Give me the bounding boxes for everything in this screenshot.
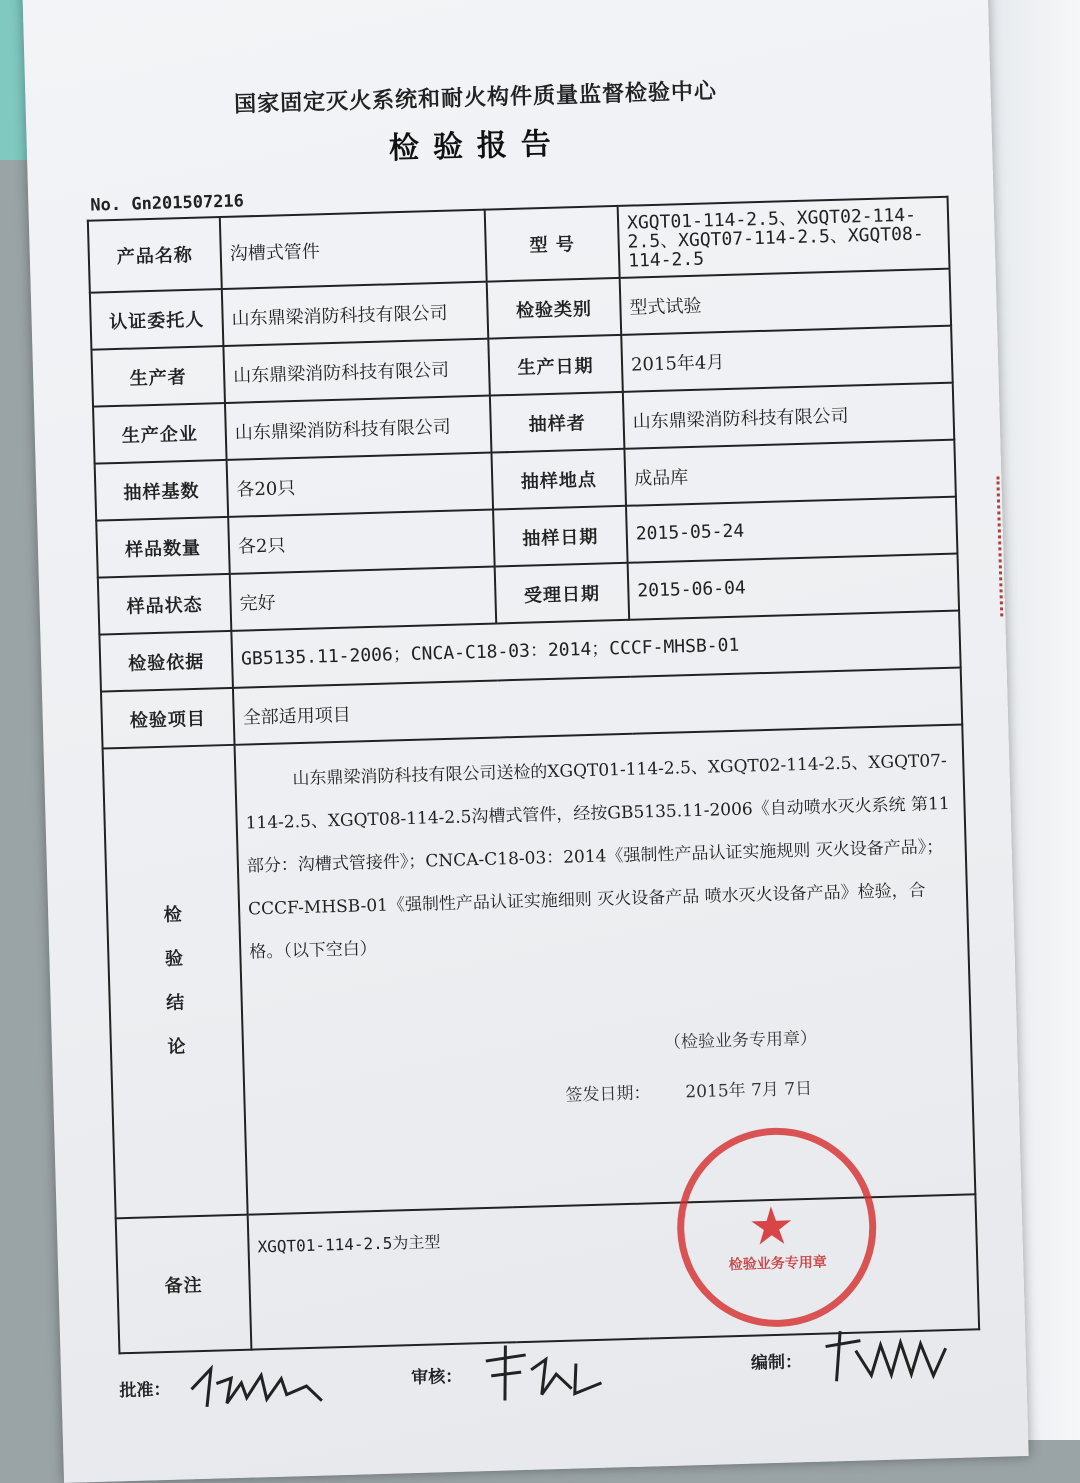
- review-label: 审核：: [411, 1366, 463, 1389]
- production-date-label: 生产日期: [488, 335, 623, 396]
- sample-qty-value: 各2只: [228, 510, 494, 574]
- conclusion-label-char: 论: [167, 1036, 187, 1058]
- remarks-value: XGQT01-114-2.5为主型: [248, 1194, 979, 1349]
- sample-place-value: 成品库: [624, 440, 955, 506]
- sampler-value: 山东鼎梁消防科技有限公司: [623, 383, 954, 449]
- sample-date-label: 抽样日期: [493, 506, 628, 567]
- sampler-label: 抽样者: [490, 392, 625, 453]
- report-title: 检验报告: [388, 126, 566, 167]
- manufacturer-label: 生产企业: [93, 403, 227, 464]
- test-type-value: 型式试验: [620, 269, 951, 335]
- star-icon: ★: [747, 1196, 796, 1258]
- client-value: 山东鼎梁消防科技有限公司: [222, 282, 488, 346]
- issue-date-value: 2015年 7月 7日: [685, 1078, 813, 1103]
- review-signature: [475, 1338, 607, 1407]
- conclusion-label: [103, 745, 248, 1219]
- product-name-label: 产品名称: [88, 217, 222, 293]
- producer-value: 山东鼎梁消防科技有限公司: [223, 339, 489, 403]
- conclusion-label-char: 检: [163, 904, 184, 926]
- compile-label: 编制：: [750, 1352, 803, 1374]
- model-value: XGQT01-114-2.5、XGQT02-114-2.5、XGQT07-114-2.5、XGQT08-114-2.5: [618, 197, 950, 278]
- accept-date-value: 2015-06-04: [628, 554, 959, 620]
- basis-value: GB5135.11-2006；CNCA-C18-03：2014；CCCF-MHSB-01: [231, 611, 960, 688]
- manufacturer-value: 山东鼎梁消防科技有限公司: [225, 396, 491, 460]
- sample-date-value: 2015-05-24: [626, 497, 957, 563]
- conclusion-row: [103, 725, 976, 1219]
- basis-label: 检验依据: [99, 631, 233, 692]
- accept-date-label: 受理日期: [495, 563, 630, 624]
- test-type-label: 检验类别: [487, 278, 622, 339]
- product-name-value: 沟槽式管件: [220, 210, 487, 289]
- organization-title: 国家固定灭火系统和耐火构件质量监督检验中心: [233, 79, 718, 118]
- sample-place-label: 抽样地点: [491, 449, 626, 510]
- approve-label: 批准：: [119, 1379, 171, 1402]
- conclusion-cell: [235, 725, 976, 1215]
- sample-state-label: 样品状态: [98, 574, 232, 635]
- client-label: 认证委托人: [90, 289, 224, 350]
- sample-qty-label: 样品数量: [96, 517, 230, 578]
- approve-signature: [186, 1356, 327, 1415]
- conclusion-text: 山东鼎梁消防科技有限公司送检的XGQT01-114-2.5、XGQT02-114-2.5、XGQT07-114-2.5、XGQT08-114-2.5沟槽式管件，经按GB5135.11-2006《自动喷水灭火系统 第11部分：沟槽式管接件》；CNCA-C18-03：2014《强制性产品认证实施规则 灭火设备产品》；CCCF-MHSB-01《强制性产品认证实施细则 灭火设备产品 喷水灭火设备产品》检验，合格。（以下空白）: [245, 750, 950, 963]
- document-number: No. Gn201507216: [90, 191, 245, 216]
- report-paper: [22, 0, 1029, 1483]
- compile-signature: [820, 1323, 952, 1392]
- remarks-label: 备注: [116, 1215, 252, 1354]
- model-label: 型 号: [485, 206, 620, 282]
- seal-text: 检验业务专用章: [728, 1254, 827, 1274]
- conclusion-label-char: 验: [164, 948, 185, 970]
- items-label: 检验项目: [101, 688, 235, 749]
- sample-state-value: 完好: [230, 567, 496, 631]
- production-date-value: 2015年4月: [621, 326, 952, 392]
- sample-base-value: 各20只: [227, 453, 493, 517]
- items-value: 全部适用项目: [233, 668, 962, 745]
- producer-label: 生产者: [91, 346, 225, 407]
- stamp-note: （检验业务专用章）: [663, 1028, 818, 1053]
- sample-base-label: 抽样基数: [95, 460, 229, 521]
- issue-date-label: 签发日期：: [565, 1083, 651, 1106]
- conclusion-label-char: 结: [165, 992, 186, 1014]
